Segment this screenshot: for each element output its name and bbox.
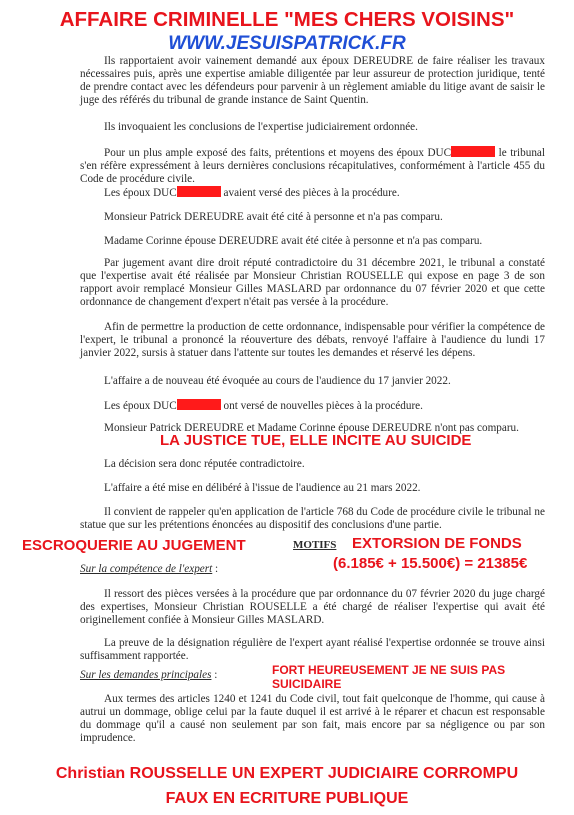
paragraph-6: Madame Corinne épouse DEREUDRE avait été citée à personne et n'a pas comparu. [104, 235, 483, 247]
paragraph-16: La preuve de la désignation régulière de l'expert ayant réalisé l'expertise ordonnée se trouve ainsi suffisamment rapportée. [80, 637, 545, 662]
overlay-escroquerie: ESCROQUERIE AU JUGEMENT [22, 537, 246, 554]
banner-url[interactable]: WWW.JESUISPATRICK.FR [168, 33, 406, 54]
paragraph-12: La décision sera donc réputée contradictoire. [104, 458, 305, 470]
overlay-heureusement: FORT HEUREUSEMENT JE NE SUIS PAS SUICIDAIRE [272, 663, 506, 691]
redaction-bar [177, 186, 221, 197]
paragraph-13: L'affaire a été mise en délibéré à l'issue de l'audience au 21 mars 2022. [104, 482, 421, 494]
footer-line-1: Christian ROUSSELLE UN EXPERT JUDICIAIRE CORROMPU [55, 765, 519, 782]
paragraph-1: Ils rapportaient avoir vainement demandé aux époux DEREUDRE de faire réaliser les travaux nécessaires puis, après une expertise amiable diligentée par leur assureur de protection juridique, tenté de prendre contact avec les défendeurs pour parvenir à un règlement amiable du litige avant de saisir le juge des référés du tribunal de grande instance de Saint Quentin. [80, 55, 545, 106]
overlay-extorsion-amount: (6.185€ + 15.500€) = 21385€ [333, 555, 528, 572]
paragraph-3: Pour un plus ample exposé des faits, prétentions et moyens des époux DUC le tribunal s'en réfère expressément à leurs dernières conclusions récapitulatives, conformément à l'article 455 du Code de procédure civile. [80, 147, 545, 185]
overlay-justice: LA JUSTICE TUE, ELLE INCITE AU SUICIDE [160, 432, 472, 449]
footer-line-2: FAUX EN ECRITURE PUBLIQUE [165, 790, 409, 807]
paragraph-15: Il ressort des pièces versées à la procédure que par ordonnance du 07 février 2020 du juge chargé des expertises, Monsieur Christian ROUSELLE a été chargé de réaliser l'expertise qui avait été originellement confiée à Monsieur Gilles MASLARD. [80, 588, 545, 626]
heading-demandes: Sur les demandes principales : [80, 669, 218, 681]
overlay-extorsion-title: EXTORSION DE FONDS [352, 535, 522, 552]
paragraph-14: Il convient de rappeler qu'en application de l'article 768 du Code de procédure civile le tribunal ne statue que sur les prétentions énoncées au dispositif des conclusions d'une partie. [80, 506, 545, 531]
banner-title: AFFAIRE CRIMINELLE "MES CHERS VOISINS" [59, 8, 515, 31]
redaction-bar [451, 146, 495, 157]
paragraph-11: Monsieur Patrick DEREUDRE et Madame Corinne épouse DEREUDRE n'ont pas comparu. [104, 422, 519, 434]
paragraph-17: Aux termes des articles 1240 et 1241 du Code civil, tout fait quelconque de l'homme, qui cause à autrui un dommage, oblige celui par la faute duquel il est arrivé à le réparer et chacun est responsable du dommage qu'il a causé non seulement par son fait, mais encore par sa négligence ou par son imprudence. [80, 693, 545, 744]
paragraph-5: Monsieur Patrick DEREUDRE avait été cité à personne et n'a pas comparu. [104, 211, 443, 223]
paragraph-4: Les époux DUC avaient versé des pièces à la procédure. [104, 187, 400, 199]
redaction-bar [177, 399, 221, 410]
paragraph-7: Par jugement avant dire droit réputé contradictoire du 31 décembre 2021, le tribunal a constaté que l'expertise avait été réalisée par Monsieur Christian ROUSELLE qui expose en page 3 de son rapport avoir remplacé Monsieur Gilles MASLARD par ordonnance du 07 février 2020 et que cette ordonnance de changement d'expert n'était pas versée à la procédure. [80, 257, 545, 308]
section-motifs: MOTIFS [293, 539, 337, 551]
paragraph-2: Ils invoquaient les conclusions de l'expertise judiciairement ordonnée. [104, 121, 418, 133]
heading-competence: Sur la compétence de l'expert : [80, 563, 219, 575]
paragraph-10: Les époux DUC ont versé de nouvelles pièces à la procédure. [104, 400, 423, 412]
paragraph-9: L'affaire a de nouveau été évoquée au cours de l'audience du 17 janvier 2022. [104, 375, 451, 387]
paragraph-8: Afin de permettre la production de cette ordonnance, indispensable pour vérifier la compétence de l'expert, le tribunal a prononcé la réouverture des débats, renvoyé l'affaire à l'audience du lundi 17 janvier 2022, sursis à statuer dans l'attente sur toutes les demandes et réservé les dépens. [80, 321, 545, 359]
